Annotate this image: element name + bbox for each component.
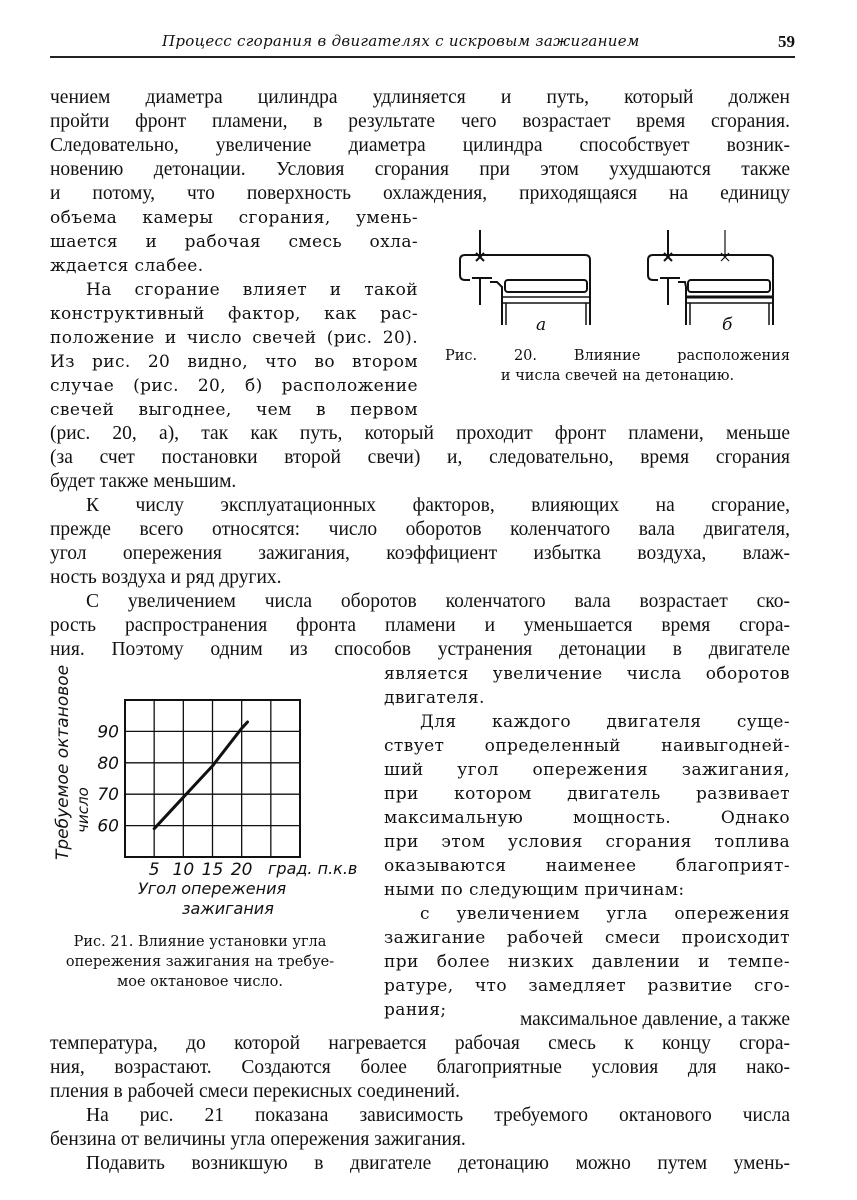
figure-21-caption-line: мое октановое число. (116, 974, 284, 990)
x-tick-label: 5 (148, 860, 160, 880)
text-line: пройти фронт пламени, в результате чего возрастает время сгорания. (50, 111, 790, 132)
y-tick-label: 60 (97, 816, 119, 837)
x-tick-label: 15 (201, 860, 224, 880)
figure-20-label-b: б (722, 315, 733, 335)
text-line: ность воздуха и ряд других. (50, 567, 282, 588)
text-line: ший угол опережения зажигания, (384, 760, 790, 780)
text-line: Для каждого двигателя суще- (420, 712, 790, 732)
figure-21-chart (20, 660, 380, 920)
text-line: свечей выгоднее, чем в первом (50, 400, 418, 420)
text-line: угол опережения зажигания, коэффициент избытка воздуха, влаж- (50, 543, 790, 564)
text-line: шается и рабочая смесь охла- (50, 232, 418, 252)
text-line: максимальное давление, а также (519, 1009, 790, 1030)
x-tick-label: 10 (172, 860, 195, 880)
page-number: 59 (778, 32, 795, 51)
text-line: при более низких давлении и темпе- (384, 952, 790, 972)
running-head (50, 30, 795, 58)
text-line: ния, возрастают. Создаются более благоприятные условия для нако- (50, 1057, 790, 1078)
text-line: К числу эксплуатационных факторов, влияющих на сгорание, (86, 495, 790, 516)
text-line: (за счет постановки второй свечи) и, следовательно, время сгорания (50, 447, 790, 468)
x-axis-unit: град. п.к.в (268, 859, 358, 878)
figure-21-caption-line: Рис. 21. Влияние установки угла (73, 934, 327, 950)
text-line: На рис. 21 показана зависимость требуемого октанового числа (86, 1105, 790, 1126)
text-line: рость распространения фронта пламени и уменьшается время сгора- (50, 615, 790, 636)
text-line: бензина от величины угла опережения зажигания. (50, 1129, 466, 1150)
text-line: зажигание рабочей смеси происходит (384, 928, 790, 948)
x-tick-label: 20 (230, 860, 253, 880)
figure-20-caption-line: и числа свечей на детонацию. (500, 368, 735, 384)
text-line: будет также меньшим. (50, 471, 237, 492)
text-line: ждается слабее. (50, 256, 204, 276)
text-line: температура, до которой нагревается рабочая смесь к концу сгора- (50, 1033, 790, 1054)
text-line: пления в рабочей смеси перекисных соединений. (50, 1081, 460, 1102)
text-line: ными по следующим причинам: (384, 880, 685, 900)
text-line: новению детонации. Условия сгорания при этом ухудшаются также (50, 159, 790, 180)
text-line: является увеличение числа оборотов (384, 664, 790, 684)
text-line: С увеличением числа оборотов коленчатого вала возрастает ско- (86, 591, 790, 612)
y-tick-label: 90 (97, 722, 119, 743)
text-line: ния. Поэтому одним из способов устранения детонации в двигателе (50, 639, 790, 660)
y-axis-label: Требуемое октановое (53, 664, 73, 860)
text-line: Следовательно, увеличение диаметра цилиндра способствует возник- (50, 135, 790, 156)
text-line: объема камеры сгорания, умень- (50, 208, 418, 228)
figure-20-caption-line: Рис. 20. Влияние расположения (445, 348, 790, 364)
text-line: Подавить возникшую в двигателе детонацию можно путем умень- (86, 1153, 790, 1174)
x-axis-label-line2: зажигания (182, 899, 274, 918)
text-line: при котором двигатель развивает (384, 784, 790, 804)
y-tick-label: 70 (97, 785, 119, 806)
cylinder-a (460, 230, 590, 325)
figure-20-label-a: а (536, 315, 547, 335)
text-line: и потому, что поверхность охлаждения, приходящаяся на единицу (50, 183, 790, 204)
running-head-title: Процесс сгорания в двигателях с искровым зажиганием (162, 32, 640, 50)
cylinder-b (648, 230, 773, 325)
figure-20-diagram (440, 225, 800, 325)
text-line: случае (рис. 20, б) расположение (50, 376, 418, 396)
x-axis-label: Угол опережения (138, 879, 287, 898)
text-line: На сгорание влияет и такой (86, 280, 418, 300)
text-line: двигателя. (384, 688, 485, 708)
text-line: чением диаметра цилиндра удлиняется и путь, который должен (50, 87, 790, 108)
text-line: ствует определенный наивыгодней- (384, 736, 790, 756)
text-line: положение и число свечей (рис. 20). (50, 328, 418, 348)
text-line: прежде всего относятся: число оборотов коленчатого вала двигателя, (50, 519, 790, 540)
text-line: (рис. 20, а), так как путь, который проходит фронт пламени, меньше (50, 423, 790, 444)
chart-series (154, 722, 248, 829)
series-line-octane (154, 722, 247, 829)
text-line: при этом условия сгорания топлива (384, 832, 790, 852)
text-line: максимальную мощность. Однако (384, 808, 790, 828)
text-line: конструктивный фактор, как рас- (50, 304, 418, 324)
chart-grid (125, 700, 300, 857)
text-line: ратуре, что замедляет развитие сго- (384, 976, 790, 996)
text-line: с увеличением угла опережения (420, 904, 790, 924)
text-line: рания; (384, 1000, 447, 1020)
figure-21-caption-line: опережения зажигания на требуе- (65, 954, 335, 970)
y-axis-label-line2: число (74, 787, 92, 833)
text-line: Из рис. 20 видно, что во втором (50, 352, 418, 372)
text-line: оказываются наименее благоприят- (384, 856, 790, 876)
y-tick-label: 80 (97, 753, 119, 774)
